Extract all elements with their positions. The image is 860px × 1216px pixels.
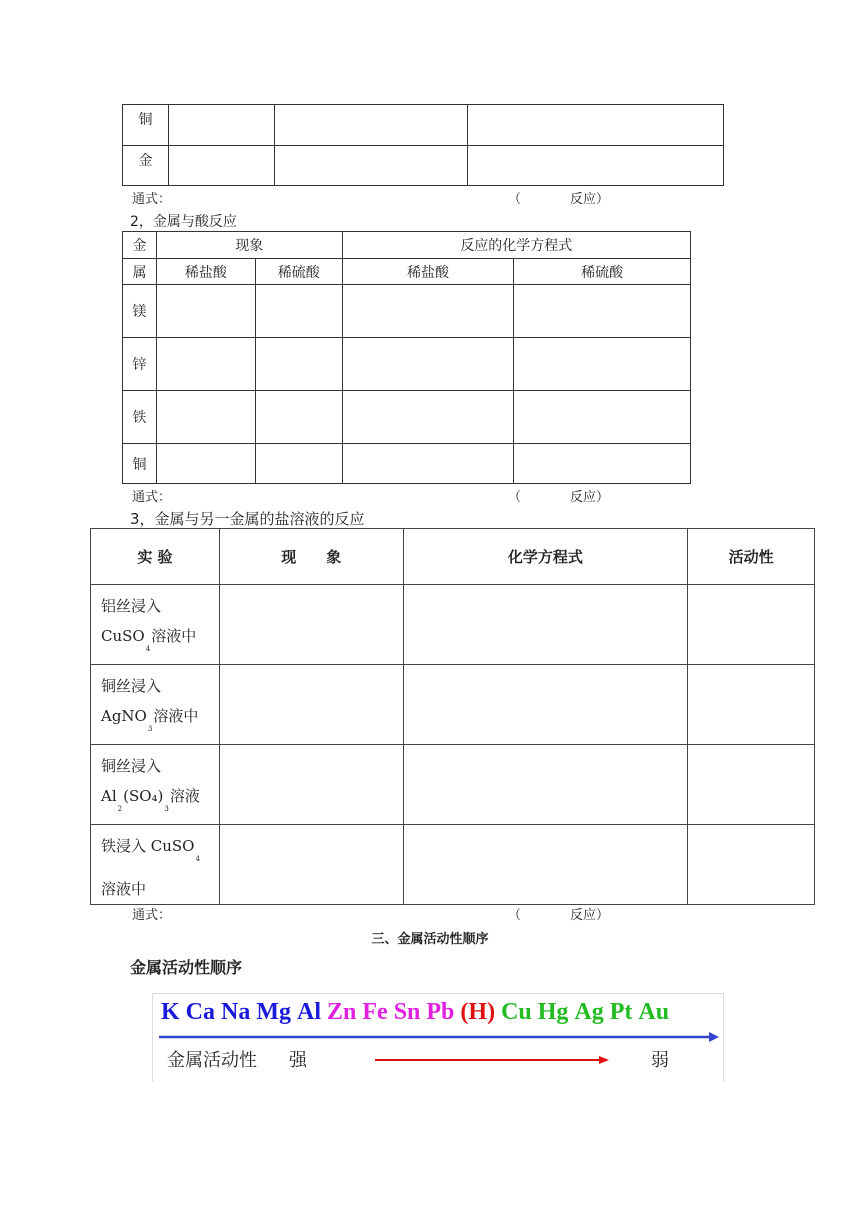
blank-cell[interactable] bbox=[219, 585, 403, 665]
metal-symbol: Sn bbox=[393, 999, 421, 1025]
formula-label: 通式： bbox=[132, 490, 172, 505]
reaction-open: （ bbox=[508, 490, 522, 505]
activity-axis-arrowhead bbox=[709, 1032, 719, 1042]
metal-symbol: (H) bbox=[460, 999, 496, 1025]
metal-symbol: K bbox=[161, 999, 180, 1025]
header-h2so4: 稀硫酸 bbox=[514, 259, 691, 285]
blank-cell[interactable] bbox=[219, 745, 403, 825]
experiment-cell bbox=[91, 745, 220, 825]
experiment-cell bbox=[91, 665, 220, 745]
metal-oxygen-table-continued bbox=[122, 104, 724, 186]
blank-cell[interactable] bbox=[168, 105, 274, 146]
blank-cell[interactable] bbox=[403, 585, 688, 665]
metal-cell-magnesium: 镁 bbox=[123, 285, 157, 338]
header-metal-top: 金 bbox=[123, 232, 157, 259]
blank-cell[interactable] bbox=[255, 391, 342, 444]
experiment-line: CuSO$_4$溶液中 bbox=[101, 627, 197, 653]
blank-cell[interactable] bbox=[688, 665, 815, 745]
reaction-type-label: 反应） bbox=[570, 192, 610, 207]
metal-cell-iron: 铁 bbox=[123, 391, 157, 444]
metal-symbol: Ag bbox=[574, 999, 604, 1025]
blank-cell[interactable] bbox=[219, 665, 403, 745]
blank-cell[interactable] bbox=[342, 338, 514, 391]
reaction-type-label: 反应） bbox=[570, 908, 610, 923]
metal-symbol: Na bbox=[221, 999, 251, 1025]
metal-symbol: Cu bbox=[501, 999, 532, 1025]
blank-cell[interactable] bbox=[688, 825, 815, 905]
blank-cell[interactable] bbox=[403, 745, 688, 825]
header-activity: 活动性 bbox=[688, 529, 815, 585]
reaction-type-label: 反应） bbox=[570, 490, 610, 505]
metal-acid-table bbox=[122, 231, 691, 484]
section-title-salt: 3，金属与另一金属的盐溶液的反应 bbox=[130, 510, 365, 528]
blank-cell[interactable] bbox=[342, 285, 514, 338]
header-phenomenon: 现象 bbox=[156, 232, 342, 259]
activity-label: 金属活动性 bbox=[167, 1050, 257, 1071]
header-metal-bottom: 属 bbox=[123, 259, 157, 285]
metal-cell-zinc: 锌 bbox=[123, 338, 157, 391]
metal-symbol: Al bbox=[297, 999, 322, 1025]
blank-cell[interactable] bbox=[342, 391, 514, 444]
blank-cell[interactable] bbox=[156, 338, 255, 391]
experiment-line: AgNO$_3$溶液中 bbox=[101, 707, 199, 733]
header-phenomenon: 现 象 bbox=[219, 529, 403, 585]
experiment-line: 铁浸入 CuSO$_4$ bbox=[101, 837, 200, 863]
blank-cell[interactable] bbox=[255, 338, 342, 391]
metal-cell-copper: 铜 bbox=[123, 105, 169, 146]
blank-cell[interactable] bbox=[156, 391, 255, 444]
metal-salt-table bbox=[90, 528, 815, 905]
metal-symbol: Ca bbox=[185, 999, 216, 1025]
header-h2so4: 稀硫酸 bbox=[255, 259, 342, 285]
experiment-line: 铜丝浸入 bbox=[101, 757, 162, 775]
blank-cell[interactable] bbox=[274, 146, 468, 186]
header-hcl: 稀盐酸 bbox=[156, 259, 255, 285]
blank-cell[interactable] bbox=[255, 444, 342, 484]
blank-cell[interactable] bbox=[168, 146, 274, 186]
metal-symbol: Mg bbox=[256, 999, 292, 1025]
metal-symbol: Hg bbox=[537, 999, 569, 1025]
blank-cell[interactable] bbox=[255, 285, 342, 338]
blank-cell[interactable] bbox=[468, 105, 724, 146]
blank-cell[interactable] bbox=[514, 285, 691, 338]
metal-symbol: Au bbox=[638, 999, 670, 1025]
experiment-line: $Al_2(SO_4)_3$溶液 bbox=[101, 787, 200, 813]
blank-cell[interactable] bbox=[403, 665, 688, 745]
experiment-line: 铝丝浸入 bbox=[101, 597, 162, 615]
experiment-cell bbox=[91, 585, 220, 665]
section-heading: 三、金属活动性顺序 bbox=[371, 932, 489, 947]
blank-cell[interactable] bbox=[403, 825, 688, 905]
reaction-open: （ bbox=[508, 908, 522, 923]
metal-symbol: Pb bbox=[426, 999, 455, 1025]
experiment-cell bbox=[91, 825, 220, 905]
experiment-line: 铜丝浸入 bbox=[101, 677, 162, 695]
metal-cell-gold: 金 bbox=[123, 146, 169, 186]
metal-symbol: Zn bbox=[327, 999, 357, 1025]
subheading: 金属活动性顺序 bbox=[130, 958, 243, 977]
header-equation: 化学方程式 bbox=[403, 529, 688, 585]
metal-symbol: Pt bbox=[609, 999, 633, 1025]
blank-cell[interactable] bbox=[156, 285, 255, 338]
blank-cell[interactable] bbox=[219, 825, 403, 905]
header-hcl: 稀盐酸 bbox=[342, 259, 514, 285]
experiment-line: 溶液中 bbox=[101, 880, 147, 898]
strong-label: 强 bbox=[289, 1050, 307, 1071]
blank-cell[interactable] bbox=[468, 146, 724, 186]
strength-arrowhead bbox=[599, 1056, 609, 1064]
formula-label: 通式： bbox=[132, 192, 172, 207]
metal-cell-copper: 铜 bbox=[123, 444, 157, 484]
blank-cell[interactable] bbox=[514, 391, 691, 444]
blank-cell[interactable] bbox=[514, 338, 691, 391]
metal-symbol: Fe bbox=[362, 999, 388, 1025]
blank-cell[interactable] bbox=[342, 444, 514, 484]
blank-cell[interactable] bbox=[514, 444, 691, 484]
activity-series-figure bbox=[152, 993, 724, 1082]
blank-cell[interactable] bbox=[688, 585, 815, 665]
reaction-open: （ bbox=[508, 192, 522, 207]
formula-label: 通式： bbox=[132, 908, 172, 923]
weak-label: 弱 bbox=[651, 1050, 669, 1071]
blank-cell[interactable] bbox=[274, 105, 468, 146]
header-equation: 反应的化学方程式 bbox=[342, 232, 690, 259]
blank-cell[interactable] bbox=[688, 745, 815, 825]
header-experiment: 实 验 bbox=[91, 529, 220, 585]
blank-cell[interactable] bbox=[156, 444, 255, 484]
section-title-acid: 2，金属与酸反应 bbox=[130, 214, 237, 230]
